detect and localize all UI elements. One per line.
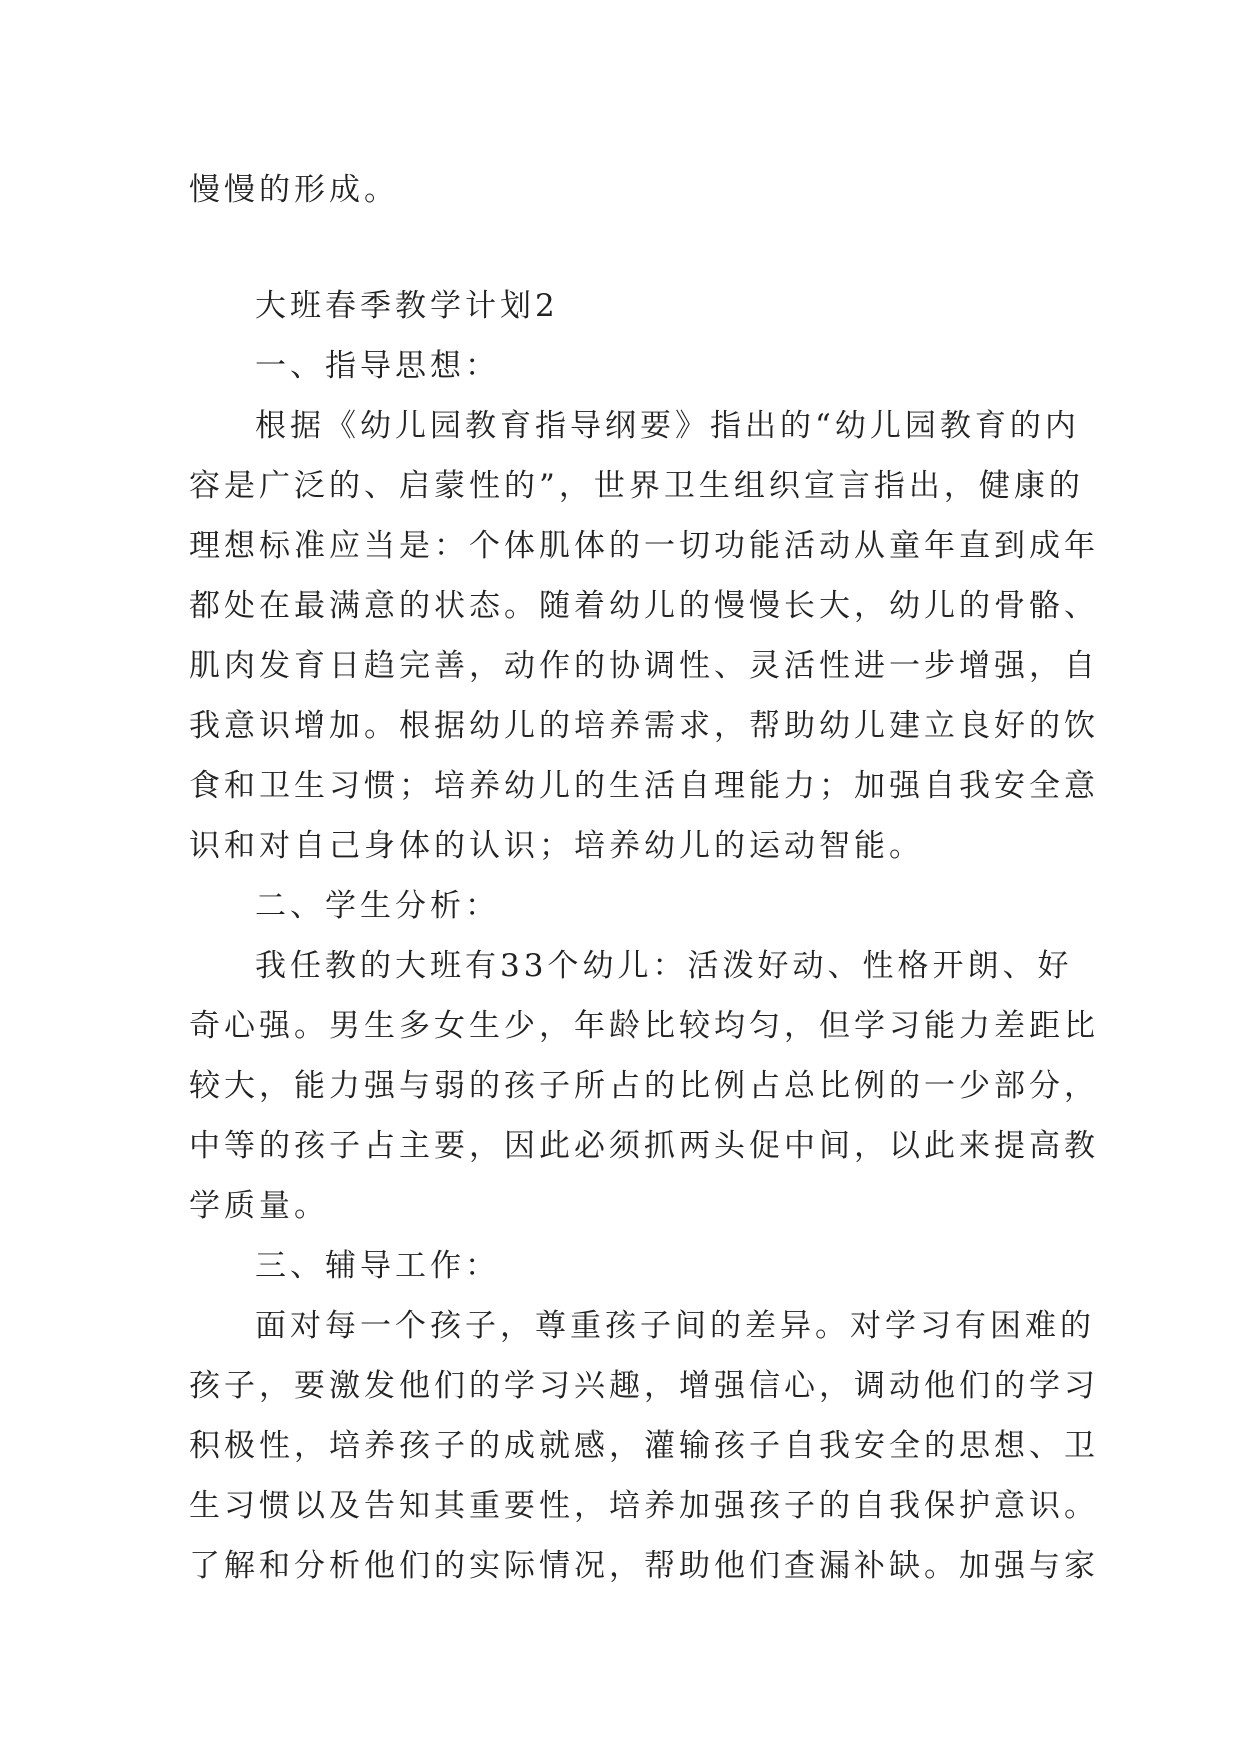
paragraph-line: 我意识增加。根据幼儿的培养需求，帮助幼儿建立良好的饮 [189,708,1099,744]
paragraph-line: 孩子，要激发他们的学习兴趣，增强信心，调动他们的学习 [189,1368,1099,1404]
paragraph-line: 积极性，培养孩子的成就感，灌输孩子自我安全的思想、卫 [189,1428,1099,1464]
paragraph-line: 肌肉发育日趋完善，动作的协调性、灵活性进一步增强，自 [189,648,1099,684]
paragraph-line: 理想标准应当是：个体肌体的一切功能活动从童年直到成年 [189,528,1099,564]
paragraph-line: 了解和分析他们的实际情况，帮助他们查漏补缺。加强与家 [189,1548,1099,1584]
document-title: 大班春季教学计划2 [255,288,559,324]
section-heading: 三、辅导工作： [255,1248,500,1284]
section-heading: 二、学生分析： [255,888,500,924]
paragraph-line: 都处在最满意的状态。随着幼儿的慢慢长大，幼儿的骨骼、 [189,588,1099,624]
paragraph-line: 学质量。 [189,1188,329,1224]
section-heading: 一、指导思想： [255,348,500,384]
paragraph-line: 慢慢的形成。 [189,172,399,208]
paragraph-line: 生习惯以及告知其重要性，培养加强孩子的自我保护意识。 [189,1488,1099,1524]
paragraph-line: 面对每一个孩子，尊重孩子间的差异。对学习有困难的 [255,1308,1095,1344]
paragraph-line: 根据《幼儿园教育指导纲要》指出的“幼儿园教育的内 [255,408,1080,444]
paragraph-line: 食和卫生习惯；培养幼儿的生活自理能力；加强自我安全意 [189,768,1099,804]
paragraph-line: 中等的孩子占主要，因此必须抓两头促中间，以此来提高教 [189,1128,1099,1164]
paragraph-line: 奇心强。男生多女生少，年龄比较均匀，但学习能力差距比 [189,1008,1099,1044]
document-body [189,276,1099,1596]
paragraph-line: 较大，能力强与弱的孩子所占的比例占总比例的一少部分， [189,1068,1099,1104]
paragraph-line: 识和对自己身体的认识；培养幼儿的运动智能。 [189,828,924,864]
continuation-text [189,160,1059,220]
paragraph-line: 我任教的大班有33个幼儿：活泼好动、性格开朗、好 [255,948,1073,984]
paragraph-line: 容是广泛的、启蒙性的”，世界卫生组织宣言指出，健康的 [189,468,1084,504]
